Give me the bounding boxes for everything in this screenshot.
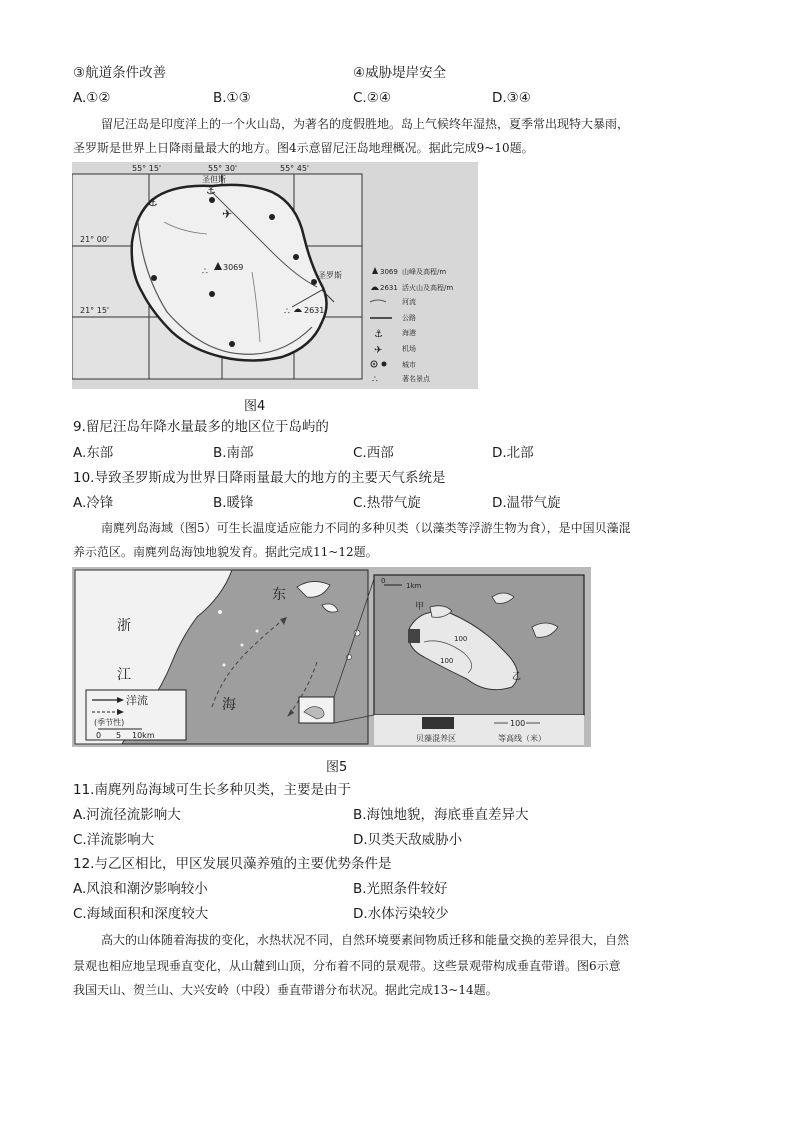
svg-text:∴: ∴ (284, 307, 290, 317)
inset-contour-a: 100 (454, 635, 468, 643)
prev-option-3: ③航道条件改善 (73, 65, 167, 81)
fig5-label-zhe: 浙 (117, 618, 131, 634)
svg-text:3069: 3069 (380, 268, 398, 276)
inset-contour-b: 100 (440, 657, 454, 665)
q9-stem: 9.留尼汪岛年降水量最多的地区位于岛屿的 (73, 419, 329, 435)
intro3-line3: 我国天山、贺兰山、大兴安岭（中段）垂直带谱分布状况。据此完成13~14题。 (73, 983, 498, 997)
svg-text:2631: 2631 (380, 284, 398, 292)
q10-choice-a: A.冷锋 (73, 495, 114, 511)
svg-text:✈: ✈ (222, 207, 233, 221)
svg-text:河流: 河流 (402, 298, 416, 306)
fig5-label-jiang: 江 (117, 667, 131, 683)
svg-text:公路: 公路 (402, 314, 416, 322)
prev-choice-d: D.③④ (492, 90, 531, 106)
prev-choice-c: C.②④ (353, 90, 391, 106)
q12-choice-c: C.海域面积和深度较大 (73, 906, 209, 922)
svg-text:机场: 机场 (402, 345, 416, 353)
q12-stem: 12.与乙区相比，甲区发展贝藻养殖的主要优势条件是 (73, 856, 392, 872)
intro2-line2: 养示范区。南麂列岛海蚀地貌发育。据此完成11~12题。 (73, 545, 378, 559)
fig5-label-dong: 东 (272, 587, 286, 603)
fig4-lon-2: 55° 30' (208, 164, 238, 173)
intro3-line1: 高大的山体随着海拔的变化，水热状况不同，自然环境要素间物质迁移和能量交换的差异很大，自然 (101, 933, 630, 947)
q10-choice-d: D.温带气旋 (492, 495, 561, 511)
fig5-label-hai: 海 (222, 697, 236, 713)
fig4-lat-1: 21° 00' (80, 235, 110, 244)
prev-option-4: ④威胁堤岸安全 (353, 65, 447, 81)
fig4-place-top: 圣但斯 (202, 175, 226, 184)
fig5-scale-10: 10km (132, 731, 155, 740)
intro2-line1: 南麂列岛海域（图5）可生长温度适应能力不同的多种贝类（以藻类等浮游生物为食），是中国贝藻混 (101, 521, 631, 535)
q11-choice-d: D.贝类天敌威胁小 (353, 832, 463, 848)
inset-scale-1: 1km (406, 582, 422, 590)
prev-choice-a: A.①② (73, 90, 111, 106)
fig4-place-east: 圣罗斯 (318, 271, 342, 280)
svg-text:著名景点: 著名景点 (402, 375, 430, 383)
q9-choice-b: B.南部 (213, 445, 254, 461)
svg-text:山峰及高程/m: 山峰及高程/m (402, 268, 447, 276)
fig5-legend-seasonal: (季节性) (94, 718, 125, 727)
q10-choice-c: C.热带气旋 (353, 495, 421, 511)
q12-choice-b: B.光照条件较好 (353, 881, 448, 897)
inset-label-jia: 甲 (415, 602, 425, 612)
svg-text:∴: ∴ (202, 267, 208, 277)
harbour-icon: ⚓ (374, 329, 383, 340)
svg-text:城市: 城市 (402, 361, 416, 369)
q10-choice-b: B.暖锋 (213, 495, 254, 511)
inset-label-yi: 乙 (512, 672, 522, 682)
q11-choice-a: A.河流径流影响大 (73, 807, 181, 823)
q12-choice-a: A.风浪和潮汐影响较小 (73, 881, 208, 897)
fig5-legend-current: 洋流 (126, 694, 148, 707)
inset-legend-contour: 等高线（米） (498, 734, 546, 743)
fig5-scale-0: 0 (96, 731, 102, 740)
fig4-peak-value: 3069 (223, 263, 244, 272)
fig4-lat-2: 21° 15' (80, 306, 110, 315)
fig4-volcano-value: 2631 (304, 306, 325, 315)
figure-4-map (72, 162, 478, 389)
figure-4-caption: 图4 (244, 399, 266, 414)
fig4-lon-1: 55° 15' (132, 164, 162, 173)
inset-scale-0: 0 (381, 577, 386, 585)
q9-choice-c: C.西部 (353, 445, 394, 461)
inset-legend-contour-num: 100 (510, 719, 526, 728)
intro1-line2: 圣罗斯是世界上日降雨量最大的地方。图4示意留尼汪岛地理概况。据此完成9~10题。 (73, 141, 534, 155)
q11-stem: 11.南麂列岛海域可生长多种贝类，主要是由于 (73, 782, 351, 798)
q11-choice-b: B.海蚀地貌，海底垂直差异大 (353, 807, 529, 823)
q11-choice-c: C.洋流影响大 (73, 832, 155, 848)
svg-text:活火山及高程/m: 活火山及高程/m (402, 284, 454, 292)
q10-stem: 10.导致圣罗斯成为世界日降雨量最大的地方的主要天气系统是 (73, 470, 446, 486)
svg-text:⚓: ⚓ (148, 196, 158, 209)
figure-5-map (72, 567, 591, 747)
attraction-icon: ∴ (372, 375, 378, 385)
svg-text:海港: 海港 (402, 329, 416, 337)
inset-legend-farm: 贝藻混养区 (416, 734, 456, 743)
q12-choice-d: D.水体污染较少 (353, 906, 449, 922)
intro3-line2: 景观也相应地呈现垂直变化，从山麓到山顶，分布着不同的景观带。这些景观带构成垂直带谱。图6示意 (73, 959, 621, 973)
fig4-lon-3: 55° 45' (280, 164, 310, 173)
q9-choice-a: A.东部 (73, 445, 114, 461)
svg-text:⚓: ⚓ (206, 184, 216, 197)
intro1-line1: 留尼汪岛是印度洋上的一个火山岛，为著名的度假胜地。岛上气候终年湿热，夏季常出现特大暴雨， (101, 117, 630, 131)
airport-icon: ✈ (374, 345, 383, 356)
prev-choice-b: B.①③ (213, 90, 251, 106)
figure-5-caption: 图5 (326, 760, 348, 775)
fig5-scale-5: 5 (116, 731, 122, 740)
q9-choice-d: D.北部 (492, 445, 534, 461)
